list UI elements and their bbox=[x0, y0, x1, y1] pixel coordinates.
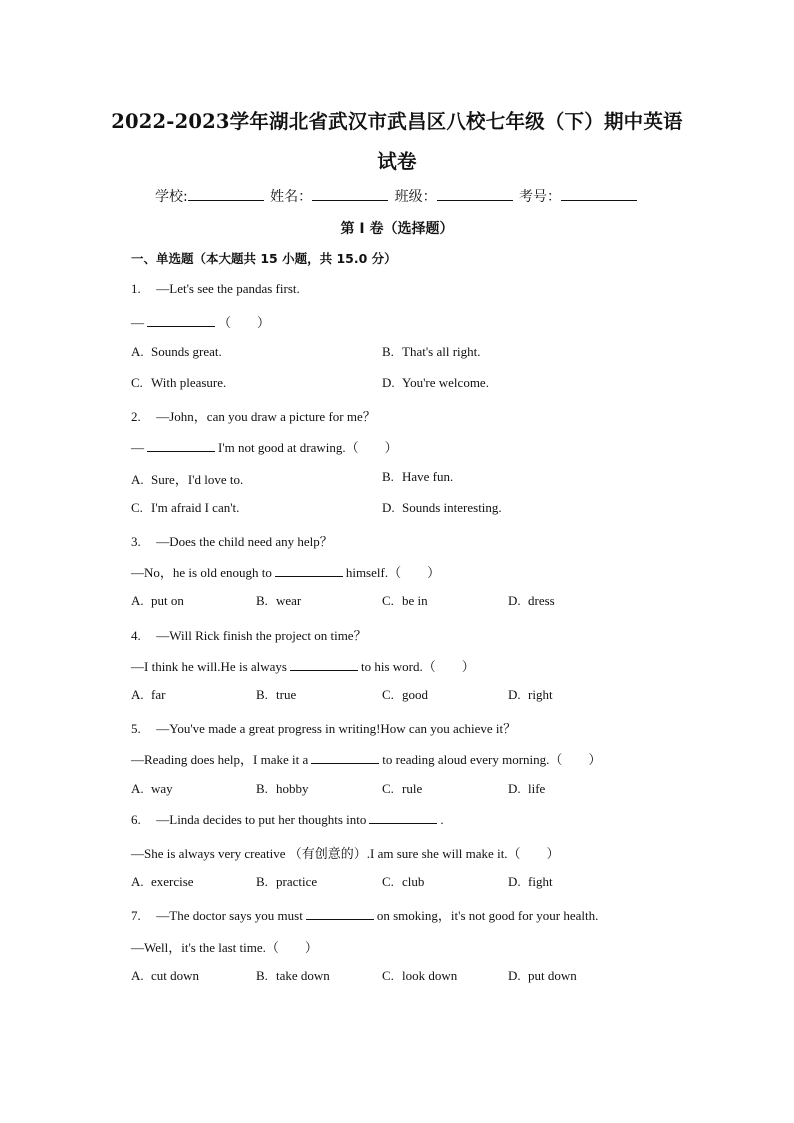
reply-text-end: to reading aloud every morning.（ ） bbox=[382, 752, 602, 767]
question-text: —Will Rick finish the project on time？ bbox=[156, 628, 367, 643]
option-text: Sounds great. bbox=[151, 344, 222, 359]
option-a[interactable] bbox=[131, 781, 173, 797]
option-d[interactable] bbox=[382, 500, 502, 516]
reply-text: —I think he will.He is always bbox=[131, 659, 287, 674]
option-d[interactable] bbox=[508, 687, 553, 703]
student-info-row bbox=[0, 186, 794, 206]
question-reply bbox=[131, 843, 560, 862]
option-text: way bbox=[151, 781, 173, 796]
option-text: good bbox=[402, 687, 428, 702]
reply-text: — bbox=[131, 315, 144, 330]
option-c[interactable] bbox=[382, 968, 457, 984]
reply-text: —Well，it's the last time.（ ） bbox=[131, 940, 318, 955]
question-number: 1. bbox=[131, 281, 141, 296]
option-letter: B. bbox=[382, 469, 394, 484]
option-b[interactable] bbox=[256, 968, 330, 984]
question-stem bbox=[131, 406, 376, 425]
option-text: dress bbox=[528, 593, 555, 608]
question-reply bbox=[131, 656, 475, 675]
option-letter: A. bbox=[131, 968, 144, 983]
option-text: Sounds interesting. bbox=[402, 500, 502, 515]
option-letter: D. bbox=[508, 593, 521, 608]
option-text: exercise bbox=[151, 874, 194, 889]
exam-title-line1: 2022-2023学年湖北省武汉市武昌区八校七年级（下）期中英语 bbox=[111, 110, 683, 133]
option-letter: C. bbox=[382, 874, 394, 889]
option-letter: B. bbox=[256, 781, 268, 796]
option-text: wear bbox=[276, 593, 302, 608]
answer-blank[interactable] bbox=[290, 660, 358, 671]
option-a[interactable] bbox=[131, 469, 243, 488]
question-stem bbox=[131, 281, 300, 297]
option-letter: B. bbox=[256, 687, 268, 702]
question-reply bbox=[131, 562, 440, 581]
option-d[interactable] bbox=[508, 874, 553, 890]
question-stem bbox=[131, 625, 367, 644]
question-reply bbox=[131, 312, 270, 331]
option-text: Sure，I'd love to. bbox=[151, 472, 244, 487]
question-stem bbox=[131, 531, 333, 550]
option-text: rule bbox=[402, 781, 423, 796]
option-letter: A. bbox=[131, 874, 144, 889]
class-label: 班级： bbox=[394, 189, 437, 205]
option-a[interactable] bbox=[131, 687, 165, 703]
option-letter: C. bbox=[131, 375, 143, 390]
question-stem bbox=[131, 718, 516, 737]
question-reply bbox=[131, 937, 318, 956]
school-label: 学校: bbox=[154, 189, 188, 205]
option-text: be in bbox=[402, 593, 428, 608]
option-text: practice bbox=[276, 874, 318, 889]
option-text: hobby bbox=[276, 781, 309, 796]
answer-blank[interactable] bbox=[369, 813, 437, 824]
option-d[interactable] bbox=[508, 968, 577, 984]
option-text: Have fun. bbox=[402, 469, 454, 484]
question-text: —You've made a great progress in writing!How can you achieve it？ bbox=[156, 721, 517, 736]
option-letter: B. bbox=[256, 874, 268, 889]
reply-text-end: himself.（ ） bbox=[345, 565, 441, 580]
answer-blank[interactable] bbox=[275, 566, 343, 577]
option-b[interactable] bbox=[256, 687, 296, 703]
option-text: right bbox=[528, 687, 553, 702]
option-text: far bbox=[151, 687, 166, 702]
name-label: 姓名： bbox=[270, 189, 313, 205]
option-letter: C. bbox=[382, 968, 394, 983]
option-letter: D. bbox=[508, 968, 521, 983]
option-text: life bbox=[528, 781, 546, 796]
question-text-end: . bbox=[440, 812, 444, 827]
name-blank[interactable] bbox=[312, 188, 388, 201]
option-letter: B. bbox=[256, 968, 268, 983]
option-text: look down bbox=[402, 968, 458, 983]
option-a[interactable] bbox=[131, 344, 222, 360]
option-letter: D. bbox=[508, 874, 521, 889]
question-text: —Let's see the pandas first. bbox=[156, 281, 300, 296]
exam-number-blank[interactable] bbox=[561, 188, 637, 201]
option-c[interactable] bbox=[382, 781, 422, 797]
option-c[interactable] bbox=[382, 593, 428, 609]
option-c[interactable] bbox=[382, 874, 424, 890]
option-letter: C. bbox=[131, 500, 143, 515]
option-letter: B. bbox=[256, 593, 268, 608]
option-d[interactable] bbox=[382, 375, 489, 391]
option-b[interactable] bbox=[256, 593, 301, 609]
reply-text-end: I'm not good at drawing.（ ） bbox=[218, 440, 398, 455]
option-text: fight bbox=[528, 874, 553, 889]
option-text: I'm afraid I can't. bbox=[151, 500, 240, 515]
option-letter: D. bbox=[508, 687, 521, 702]
option-text: With pleasure. bbox=[151, 375, 227, 390]
option-letter: C. bbox=[382, 593, 394, 608]
option-a[interactable] bbox=[131, 593, 184, 609]
question-text-end: on smoking，it's not good for your health. bbox=[376, 908, 599, 923]
option-b[interactable] bbox=[382, 344, 481, 360]
option-letter: A. bbox=[131, 344, 144, 359]
option-a[interactable] bbox=[131, 874, 194, 890]
question-text: —John，can you draw a picture for me？ bbox=[156, 409, 376, 424]
question-number: 7. bbox=[131, 908, 141, 923]
option-letter: D. bbox=[382, 375, 395, 390]
option-text: You're welcome. bbox=[402, 375, 489, 390]
reply-text-end: to his word.（ ） bbox=[360, 659, 475, 674]
option-d[interactable] bbox=[508, 781, 545, 797]
option-letter: A. bbox=[131, 781, 144, 796]
part-heading: 一、单选题（本大题共 15 小题，共 15.0 分） bbox=[131, 251, 397, 266]
option-c[interactable] bbox=[131, 375, 226, 391]
option-letter: A. bbox=[131, 687, 144, 702]
question-text: —The doctor says you must bbox=[156, 908, 303, 923]
question-number: 4. bbox=[131, 628, 141, 643]
option-d[interactable] bbox=[508, 593, 555, 609]
option-letter: A. bbox=[131, 472, 144, 487]
option-letter: D. bbox=[508, 781, 521, 796]
option-letter: C. bbox=[382, 687, 394, 702]
reply-text-end: （ ） bbox=[218, 315, 271, 330]
option-letter: B. bbox=[382, 344, 394, 359]
option-text: true bbox=[276, 687, 297, 702]
answer-blank[interactable] bbox=[311, 753, 379, 764]
answer-blank[interactable] bbox=[306, 909, 374, 920]
question-stem bbox=[131, 905, 598, 924]
class-blank[interactable] bbox=[437, 188, 513, 201]
question-number: 2. bbox=[131, 409, 141, 424]
option-b[interactable] bbox=[256, 874, 317, 890]
option-letter: C. bbox=[382, 781, 394, 796]
option-b[interactable] bbox=[256, 781, 309, 797]
exam-number-label: 考号： bbox=[519, 189, 562, 205]
question-number: 3. bbox=[131, 534, 141, 549]
option-letter: D. bbox=[382, 500, 395, 515]
option-c[interactable] bbox=[382, 687, 428, 703]
question-number: 6. bbox=[131, 812, 141, 827]
option-c[interactable] bbox=[131, 500, 239, 516]
option-text: cut down bbox=[151, 968, 200, 983]
option-text: put down bbox=[528, 968, 577, 983]
question-text: —Linda decides to put her thoughts into bbox=[156, 812, 367, 827]
option-text: That's all right. bbox=[402, 344, 481, 359]
answer-blank[interactable] bbox=[147, 316, 215, 327]
answer-blank[interactable] bbox=[147, 441, 215, 452]
exam-title-line2: 试卷 bbox=[377, 150, 417, 173]
option-text: take down bbox=[276, 968, 330, 983]
school-blank[interactable] bbox=[188, 188, 264, 201]
reply-text: —No，he is old enough to bbox=[131, 565, 272, 580]
option-b[interactable] bbox=[382, 469, 453, 485]
reply-text: —Reading does help，I make it a bbox=[131, 752, 309, 767]
question-reply bbox=[131, 437, 398, 456]
option-a[interactable] bbox=[131, 968, 199, 984]
question-stem bbox=[131, 812, 444, 828]
reply-text: —She is always very creative （有创意的）.I am sure she will make it.（ ） bbox=[131, 846, 560, 861]
question-number: 5. bbox=[131, 721, 141, 736]
option-text: put on bbox=[151, 593, 184, 608]
question-text: —Does the child need any help？ bbox=[156, 534, 333, 549]
option-text: club bbox=[402, 874, 425, 889]
reply-text: — bbox=[131, 440, 144, 455]
option-letter: A. bbox=[131, 593, 144, 608]
section-title: 第 I 卷（选择题） bbox=[340, 221, 454, 237]
question-reply bbox=[131, 749, 601, 768]
